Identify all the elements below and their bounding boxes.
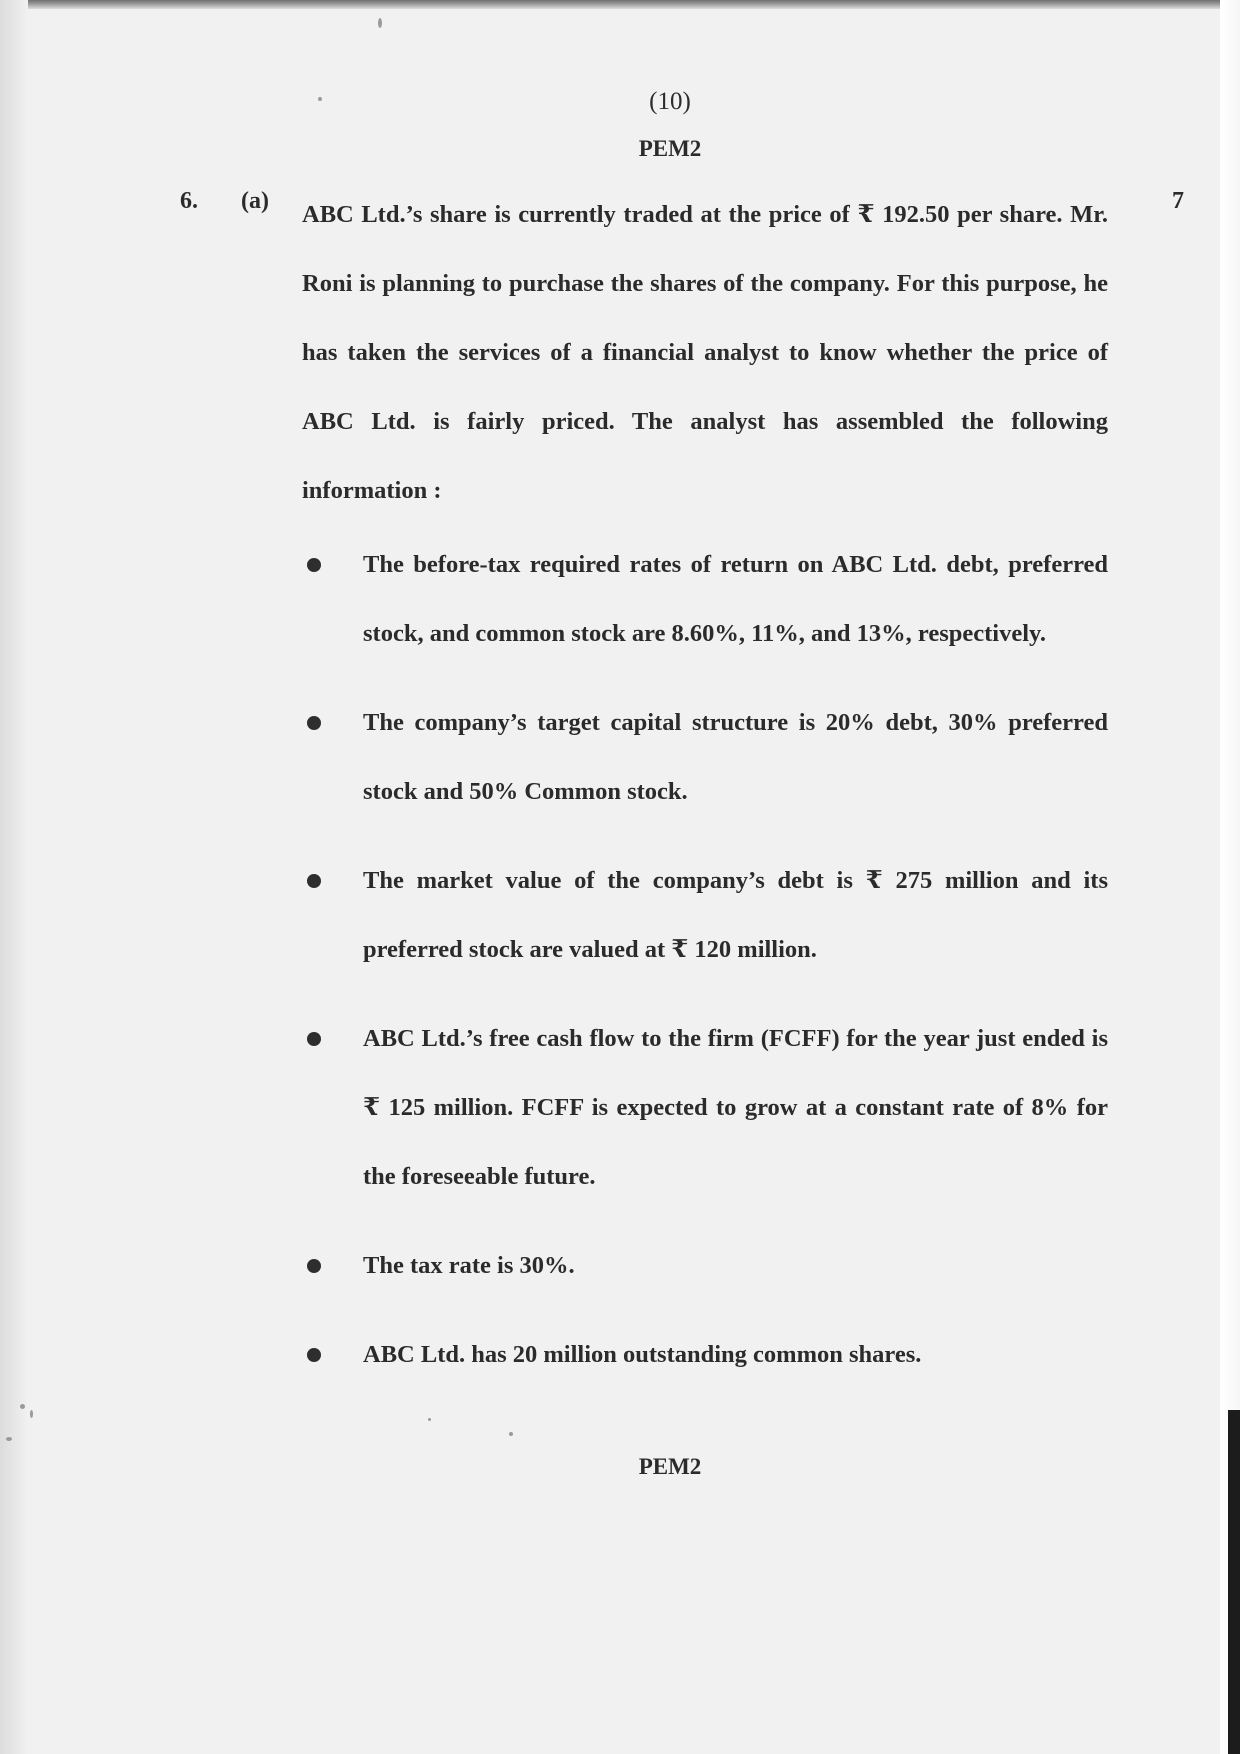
bullet-icon [307,1259,321,1273]
list-item-text: The market value of the company’s debt is ₹ 275 million and its preferred stock are valued at ₹ 120 million. [363,867,1108,963]
list-item [300,1320,1108,1389]
bullet-icon [307,716,321,730]
list-item-text: The before-tax required rates of return on ABC Ltd. debt, preferred stock, and common stock are 8.60%, 11%, and 13%, respectively. [363,551,1108,647]
list-item [300,1004,1108,1211]
scan-binding-shadow [1228,1410,1240,1754]
bullet-icon [307,1348,321,1362]
bullet-icon [307,1032,321,1046]
scan-speck [6,1437,12,1441]
list-item [300,1231,1108,1300]
list-item [300,846,1108,984]
bullet-icon [307,874,321,888]
question-number: 6. [180,188,198,214]
paper-code-footer: PEM2 [638,1454,702,1479]
scan-left-shadow [0,0,28,1754]
bullet-icon [307,558,321,572]
scan-speck [20,1404,25,1409]
scan-speck [30,1410,33,1418]
page-number: (10) [649,88,691,115]
list-item-text: ABC Ltd. has 20 million outstanding common shares. [363,1341,922,1368]
paper-code-header: PEM2 [638,136,702,161]
list-item [300,530,1108,668]
list-item-text: The company’s target capital structure is 20% debt, 30% preferred stock and 50% Common stock. [363,709,1108,805]
scan-speck [378,18,382,28]
question-part: (a) [241,188,269,214]
list-item [300,688,1108,826]
list-item-text: The tax rate is 30%. [363,1252,575,1279]
list-item-text: ABC Ltd.’s free cash flow to the firm (FCFF) for the year just ended is ₹ 125 million. FCFF is expected to grow at a constant rate of 8% for the foreseeable future. [363,1025,1108,1190]
scan-speck [509,1432,513,1436]
question-intro: ABC Ltd.’s share is currently traded at the price of ₹ 192.50 per share. Mr. Roni is planning to purchase the shares of the company. For this purpose, he has taken the services of a financial analyst to know whether the price of ABC Ltd. is fairly priced. The analyst has assembled the following information : [302,201,1108,504]
scan-speck [428,1418,431,1421]
information-list [300,530,1108,1409]
scan-top-edge [0,0,1220,9]
question-marks: 7 [1172,188,1184,214]
